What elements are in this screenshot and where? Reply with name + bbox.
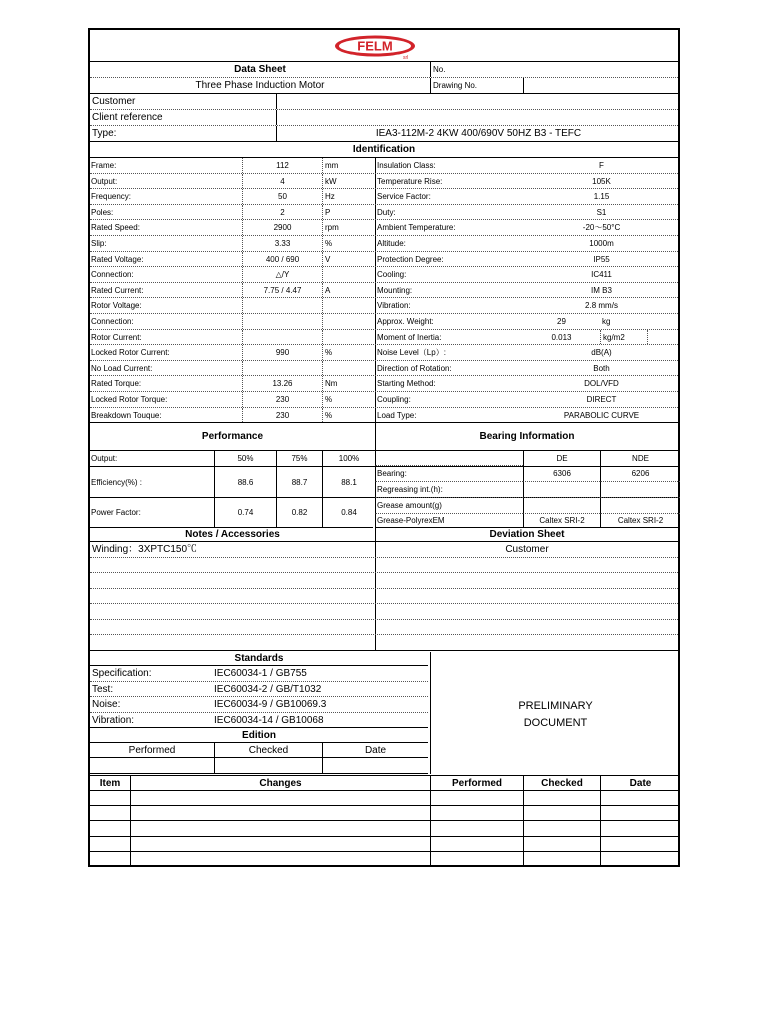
- ident-left-label: Connection:: [91, 270, 134, 280]
- changes-row: [90, 806, 678, 821]
- type-value: IEA3-112M-2 4KW 400/690V 50HZ B3 - TEFC: [276, 126, 680, 141]
- edition-checked: Checked: [214, 743, 322, 757]
- deviation-line: [375, 604, 678, 619]
- ident-right-label: Service Factor:: [375, 189, 523, 204]
- ident-left-unit: rpm: [322, 220, 375, 235]
- ident-row: [90, 376, 678, 392]
- changes-cell: [523, 806, 600, 820]
- ident-left-label: Rotor Current:: [91, 332, 142, 342]
- customer-row: [90, 94, 678, 110]
- ident-left-label: Rated Voltage:: [91, 254, 144, 264]
- regrease-nde: [600, 482, 680, 498]
- ident-right-label: Starting Method:: [375, 376, 523, 391]
- page-subtitle: Three Phase Induction Motor: [195, 80, 325, 91]
- ident-right-value: PARABOLIC CURVE: [563, 410, 640, 420]
- ident-left-value: [242, 330, 322, 345]
- ident-left-unit: %: [322, 236, 375, 251]
- ident-left-value: 50: [242, 189, 322, 204]
- bearing-nde-label: NDE: [600, 451, 680, 466]
- edition-header-row: [90, 743, 428, 758]
- ident-row: [90, 220, 678, 236]
- ident-left-label: Rotor Voltage:: [91, 301, 142, 311]
- deviation-line: [375, 589, 678, 604]
- ident-right-label: Vibration:: [375, 298, 523, 313]
- logo-sub: srl: [403, 55, 409, 60]
- regrease-label: Regreasing int.(h):: [375, 482, 523, 498]
- efficiency-50: 88.6: [214, 467, 276, 497]
- ident-right-label: Coupling:: [375, 392, 523, 407]
- ident-row: [90, 236, 678, 252]
- power-factor-row: [90, 498, 373, 528]
- bearing-nde-value: 6206: [600, 467, 680, 482]
- notes-row: [90, 542, 678, 558]
- notes-row: [90, 620, 678, 636]
- notes-row: [90, 589, 678, 605]
- customer-value: [276, 94, 680, 109]
- ident-right-value: DIRECT: [586, 395, 617, 404]
- grease-nde: Caltex SRI-2: [600, 514, 680, 527]
- changes-cell: [90, 806, 130, 820]
- ident-left-value: 2: [242, 205, 322, 220]
- data-sheet: [88, 28, 680, 867]
- ident-right-label: Insulation Class:: [375, 158, 523, 173]
- notes-line: [90, 604, 375, 619]
- ident-row: [90, 267, 678, 283]
- changes-cell: [130, 852, 430, 866]
- changes-performed-header: Performed: [430, 776, 523, 790]
- standards-heading: Standards: [234, 653, 284, 664]
- deviation-line: Customer: [375, 542, 678, 557]
- changes-cell: [130, 837, 430, 851]
- ident-row: [90, 158, 678, 174]
- standard-label: Vibration:: [92, 714, 135, 726]
- grease-de: Caltex SRI-2: [523, 514, 600, 527]
- power-factor-75: 0.82: [276, 498, 322, 527]
- ident-left-label: Rated Current:: [91, 285, 144, 295]
- ident-right-unit: kg: [602, 317, 611, 326]
- ident-left-value: 230: [242, 408, 322, 423]
- ident-left-label: Connection:: [91, 317, 134, 326]
- notes-row: [90, 635, 678, 651]
- notes-row: [90, 558, 678, 574]
- ident-left-unit: %: [322, 345, 375, 360]
- changes-cell: [90, 821, 130, 835]
- ident-row: [90, 205, 678, 221]
- ident-right-value: S1: [596, 207, 607, 217]
- perf-output-row: [90, 451, 678, 467]
- ident-left-label: Rated Torque:: [91, 379, 142, 389]
- ident-left-unit: [322, 314, 375, 329]
- preliminary-line1: PRELIMINARY: [518, 700, 593, 712]
- notes-line: Winding：3XPTC150℃: [92, 544, 198, 555]
- edition-date: Date: [322, 743, 428, 757]
- ident-left-unit: Hz: [322, 189, 375, 204]
- ident-left-value: 112: [242, 158, 322, 173]
- changes-cell: [523, 837, 600, 851]
- ident-left-value: 400 / 690: [242, 252, 322, 267]
- page-title: Data Sheet: [234, 64, 286, 75]
- ident-left-label: No Load Current:: [91, 363, 153, 373]
- changes-cell: [600, 791, 680, 805]
- perf-col-75: 75%: [276, 451, 322, 466]
- ident-right-value: dB(A): [591, 348, 612, 358]
- bearing-de-label: DE: [523, 451, 600, 466]
- ident-left-label: Frequency:: [91, 192, 132, 202]
- ident-right-value: Both: [593, 363, 610, 373]
- ident-left-unit: A: [322, 283, 375, 298]
- ident-left-value: [242, 298, 322, 313]
- notes-heading: Notes / Accessories: [185, 529, 280, 540]
- edition-heading: Edition: [242, 730, 276, 741]
- ident-left-label: Breakdown Touque:: [91, 410, 162, 420]
- ident-right-value: 29: [557, 317, 566, 326]
- notes-line: [90, 589, 375, 604]
- changes-item-header: Item: [99, 778, 121, 789]
- edition-heading-row: [90, 728, 428, 743]
- ident-row: [90, 298, 678, 314]
- performance-heading: Performance: [201, 431, 264, 442]
- ident-row: [90, 330, 678, 346]
- type-row: [90, 126, 678, 142]
- bearing-heading: Bearing Information: [375, 423, 678, 450]
- ident-row: [90, 345, 678, 361]
- ident-left-value: △/Y: [242, 267, 322, 282]
- perf-col-50: 50%: [214, 451, 276, 466]
- ident-row: [90, 189, 678, 205]
- grease-amount-row: [375, 498, 678, 514]
- ident-left-unit: mm: [322, 158, 375, 173]
- type-label: Type:: [92, 128, 117, 139]
- ident-left-value: 3.33: [242, 236, 322, 251]
- ident-left-unit: [322, 267, 375, 282]
- ident-right-label: Cooling:: [375, 267, 523, 282]
- ident-left-value: [242, 314, 322, 329]
- standard-value: IEC60034-1 / GB755: [214, 668, 307, 679]
- changes-cell: [600, 852, 680, 866]
- ident-left-unit: [322, 361, 375, 376]
- changes-cell: [430, 806, 523, 820]
- changes-row: [90, 821, 678, 836]
- client-ref-label: Client reference: [92, 112, 163, 123]
- changes-cell: [130, 806, 430, 820]
- notes-row: [90, 573, 678, 589]
- bearing-blank: [375, 451, 523, 466]
- grease-label: Grease-PolyrexEM: [375, 514, 523, 527]
- standards-heading-row: [90, 652, 428, 666]
- changes-cell: [600, 821, 680, 835]
- standards-row: [90, 666, 428, 682]
- deviation-line: [375, 558, 678, 573]
- ident-right-label: Approx. Weight:: [375, 314, 523, 329]
- ident-left-label: Locked Rotor Current:: [91, 348, 170, 358]
- ident-right-label: Moment of Inertia:: [375, 330, 523, 345]
- standard-label: Test:: [92, 683, 114, 695]
- deviation-line: [375, 635, 678, 650]
- ident-right-value: 2.8 mm/s: [585, 301, 618, 311]
- client-ref-row: [90, 110, 678, 126]
- edition-date-value: [322, 758, 428, 773]
- changes-cell: [600, 837, 680, 851]
- ident-left-unit: %: [322, 392, 375, 407]
- ident-right-value: 0.013: [551, 332, 572, 342]
- power-factor-label: Power Factor:: [91, 508, 141, 517]
- ident-right-label: Temperature Rise:: [375, 174, 523, 189]
- changes-row: [90, 791, 678, 806]
- output-label: Output:: [91, 454, 118, 463]
- subtitle-row: [90, 78, 678, 94]
- changes-cell: [523, 791, 600, 805]
- ident-row: [90, 408, 678, 424]
- perf-bearing-heading-row: [90, 423, 678, 451]
- notes-deviation-heading-row: [90, 528, 678, 542]
- notes-line: [90, 620, 375, 635]
- ident-right-value: 105K: [592, 176, 611, 186]
- changes-row: [90, 852, 678, 867]
- customer-label: Customer: [92, 96, 136, 107]
- changes-cell: [430, 837, 523, 851]
- grease-row: [375, 514, 678, 528]
- ident-right-label: Protection Degree:: [375, 252, 523, 267]
- deviation-heading: Deviation Sheet: [375, 528, 678, 541]
- changes-cell: [130, 821, 430, 835]
- ident-right-label: Duty:: [375, 205, 523, 220]
- regrease-de: [523, 482, 600, 498]
- ident-left-value: 2900: [242, 220, 322, 235]
- edition-checked-value: [214, 758, 322, 773]
- deviation-line: [375, 573, 678, 588]
- changes-cell: [90, 852, 130, 866]
- edition-performed: Performed: [128, 745, 176, 756]
- edition-value-row: [90, 758, 428, 774]
- notes-line: [90, 635, 375, 650]
- ident-row: [90, 314, 678, 330]
- ident-left-unit: Nm: [322, 376, 375, 391]
- logo-text: FELM: [357, 38, 393, 54]
- ident-right-value: DOL/VFD: [584, 379, 619, 389]
- ident-right-value: F: [599, 161, 604, 170]
- changes-cell: [430, 791, 523, 805]
- perf-col-100: 100%: [322, 451, 375, 466]
- title-row: [90, 62, 678, 78]
- preliminary-box: [430, 652, 680, 774]
- ident-right-value: IM B3: [591, 285, 612, 295]
- ident-left-unit: kW: [322, 174, 375, 189]
- changes-row: [90, 837, 678, 852]
- ident-left-unit: %: [322, 408, 375, 423]
- changes-cell: [430, 852, 523, 866]
- ident-left-unit: P: [322, 205, 375, 220]
- ident-left-value: 7.75 / 4.47: [242, 283, 322, 298]
- drawing-no-value: [523, 78, 680, 93]
- standard-value: IEC60034-9 / GB10069.3: [214, 699, 327, 710]
- edition-performed-value: [90, 758, 214, 773]
- changes-cell: [523, 821, 600, 835]
- identification-heading-row: [90, 142, 678, 158]
- ident-right-label: Load Type:: [375, 408, 523, 423]
- ident-right-label: Direction of Rotation:: [375, 361, 523, 376]
- grease-amount-de: [523, 498, 600, 514]
- ident-left-value: [242, 361, 322, 376]
- power-factor-100: 0.84: [322, 498, 375, 527]
- identification-heading: Identification: [352, 144, 416, 155]
- ident-right-value: IC411: [591, 270, 612, 280]
- ident-left-value: 4: [242, 174, 322, 189]
- efficiency-label: Efficiency(%) :: [91, 478, 142, 487]
- drawing-no-label: Drawing No.: [430, 78, 523, 93]
- preliminary-line2: DOCUMENT: [523, 717, 588, 729]
- ident-right-value: 1.15: [593, 192, 610, 202]
- ident-right-label: Mounting:: [375, 283, 523, 298]
- ident-left-label: Slip:: [91, 239, 107, 248]
- power-factor-50: 0.74: [214, 498, 276, 527]
- bearing-label: Bearing:: [375, 467, 523, 482]
- changes-date-header: Date: [600, 776, 680, 790]
- changes-cell: [430, 821, 523, 835]
- ident-right-value: IP55: [593, 254, 610, 264]
- ident-left-value: 990: [242, 345, 322, 360]
- changes-cell: [90, 791, 130, 805]
- ident-row: [90, 392, 678, 408]
- ident-row: [90, 252, 678, 268]
- ident-right-label: Noise Level（Lp）:: [375, 345, 523, 360]
- changes-changes-header: Changes: [130, 776, 430, 790]
- notes-line: [90, 573, 375, 588]
- changes-cell: [130, 791, 430, 805]
- changes-cell: [90, 837, 130, 851]
- ident-left-value: 13.26: [242, 376, 322, 391]
- ident-left-unit: V: [322, 252, 375, 267]
- standard-value: IEC60034-2 / GB/T1032: [214, 683, 322, 695]
- ident-left-unit: [322, 298, 375, 313]
- logo-row: [90, 30, 678, 62]
- no-label: No.: [430, 62, 523, 77]
- efficiency-75: 88.7: [276, 467, 322, 497]
- standard-label: Specification:: [92, 668, 152, 679]
- ident-right-value: 1000m: [589, 239, 614, 248]
- standards-row: [90, 682, 428, 698]
- changes-checked-header: Checked: [523, 776, 600, 790]
- felm-logo: [333, 34, 417, 58]
- grease-amount-nde: [600, 498, 680, 514]
- standard-value: IEC60034-14 / GB10068: [214, 714, 324, 726]
- standards-row: [90, 713, 428, 729]
- client-ref-value: [276, 110, 680, 125]
- deviation-line: [375, 620, 678, 635]
- changes-cell: [600, 806, 680, 820]
- efficiency-100: 88.1: [322, 467, 375, 497]
- ident-left-value: 230: [242, 392, 322, 407]
- ident-left-label: Locked Rotor Torque:: [91, 395, 168, 404]
- grease-amount-label: Grease amount(g): [375, 498, 523, 514]
- standard-label: Noise:: [92, 699, 121, 710]
- ident-right-label: Altitude:: [375, 236, 523, 251]
- ident-row: [90, 283, 678, 299]
- changes-cell: [523, 852, 600, 866]
- notes-line: [90, 558, 375, 573]
- ident-row: [90, 361, 678, 377]
- ident-right-value: -20～50°C: [582, 223, 621, 233]
- notes-row: [90, 604, 678, 620]
- changes-header-row: [90, 776, 678, 791]
- bearing-row: [375, 467, 678, 482]
- ident-left-label: Frame:: [91, 161, 117, 170]
- bearing-de-value: 6306: [523, 467, 600, 482]
- ident-left-label: Poles:: [91, 207, 114, 217]
- ident-left-label: Rated Speed:: [91, 223, 140, 233]
- ident-left-label: Output:: [91, 176, 118, 186]
- ident-row: [90, 174, 678, 190]
- standards-row: [90, 697, 428, 713]
- ident-left-unit: [322, 330, 375, 345]
- ident-right-label: Ambient Temperature:: [375, 220, 523, 235]
- ident-right-unit: kg/m2: [600, 330, 648, 345]
- regrease-row: [375, 482, 678, 498]
